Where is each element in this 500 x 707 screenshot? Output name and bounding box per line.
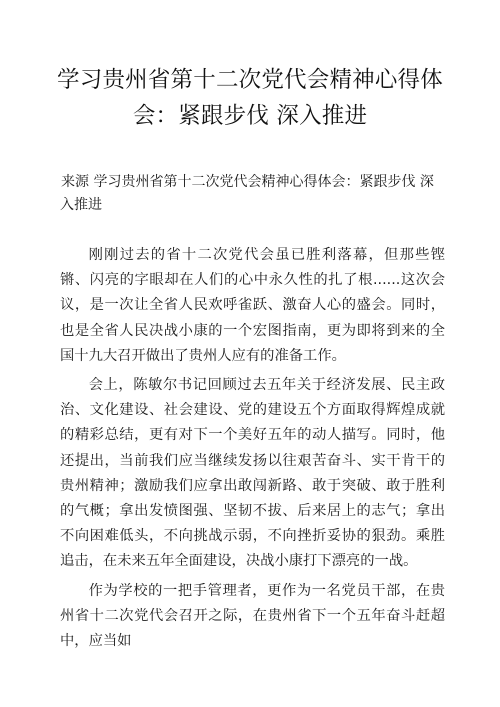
body-paragraph: 会上，陈敏尔书记回顾过去五年关于经济发展、民主政治、文化建设、社会建设、党的建设五个方面取得辉煌成就的精彩总结，更有对下一个美好五年的动人描写。同时，他还提出，当前我们应当继续发扬以往艰苦奋斗、实干肯干的贵州精神；激励我们应拿出敢闯新路、敢于突破、敢于胜利的气概；拿出发愤图强、坚韧不拔、后来居上的志气；拿出不向困难低头，不向挑战示弱，不向挫折妥协的狠劲。乘胜追击，在未来五年全面建设，决战小康打下漂亮的一战。 bbox=[60, 377, 445, 570]
body-paragraph: 刚刚过去的省十二次党代会虽已胜利落幕，但那些铿锵、闪亮的字眼却在人们的心中永久性的扎了根......这次会议，是一次让全省人民欢呼雀跃、激奋人心的盛会。同时，也是全省人民决战小康的一个宏图指南，更为即将到来的全国十九大召开做出了贵州人应有的准备工作。 bbox=[60, 247, 445, 364]
document-title: 学习贵州省第十二次党代会精神心得体会：紧跟步伐 深入推进 bbox=[57, 67, 443, 129]
body-paragraph: 作为学校的一把手管理者，更作为一名党员干部，在贵州省十二次党代会召开之际，在贵州省下一个五年奋斗赶超中，应当如 bbox=[60, 582, 445, 650]
source-line: 来源 学习贵州省第十二次党代会精神心得体会：紧跟步伐 深入推进 bbox=[60, 174, 434, 213]
document-body bbox=[60, 243, 445, 658]
